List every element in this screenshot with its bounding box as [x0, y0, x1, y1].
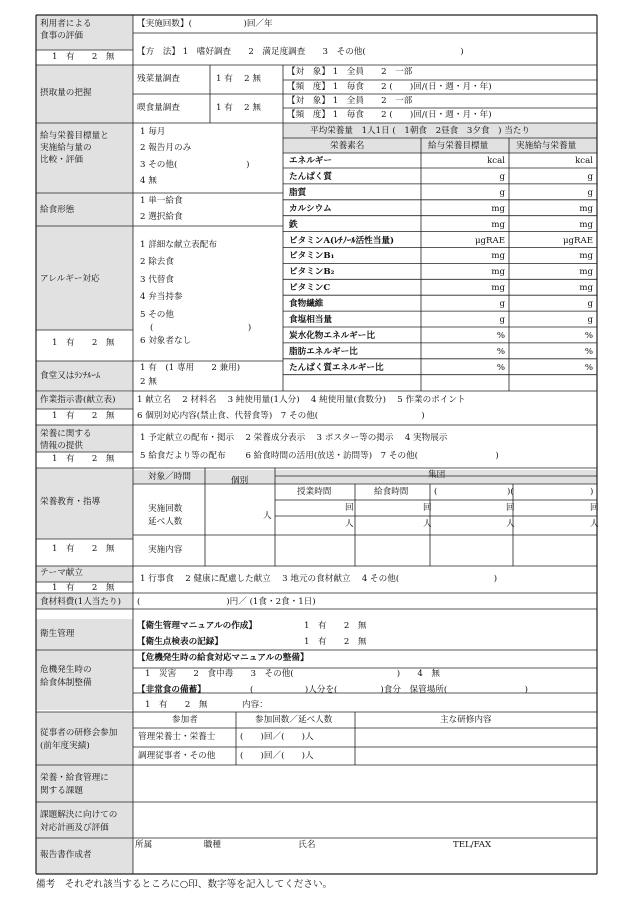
eval-method-text: 【方 法】 1 嗜好調査 2 満足度調査 3 その他( ) — [137, 47, 464, 57]
nutrient-name: 食塩相当量 — [289, 315, 332, 325]
meal-form-option: 2 選択給食 — [140, 212, 183, 222]
target-unit: mg — [491, 219, 505, 230]
leftover-survey-label: 残菜量調査 — [137, 74, 180, 84]
allergy-option: 4 弁当持参 — [140, 292, 183, 302]
target-unit: kcal — [487, 156, 505, 166]
actual-unit: % — [584, 362, 593, 373]
comparison-option: 4 無 — [140, 176, 157, 186]
training-label: 従事者の研修会参加 (前年度実績) — [40, 728, 118, 751]
target-unit: % — [496, 362, 505, 373]
leftover-frequency: 【頻 度】 1 毎食 2 ( )回/(日・週・月・年) — [287, 82, 492, 92]
hygiene-manual-label: 【衛生管理マニュアルの作成】 — [137, 621, 257, 631]
eaten-survey-label: 喫食量調査 — [137, 103, 180, 113]
eaten-frequency: 【頻 度】 1 毎食 2 ( )回/(日・週・月・年) — [287, 110, 492, 120]
actual-unit: kcal — [575, 156, 593, 166]
target-column-header: 給与栄養目標量 — [428, 141, 489, 151]
edu-unit: 回 — [423, 503, 432, 513]
target-unit: mg — [491, 267, 505, 278]
nutrient-name: たんぱく質 — [289, 171, 332, 182]
hygiene-manual-yes-no: 1 有 2 無 — [304, 621, 367, 631]
food-cost-text: ( )円／ (1食・2食・1日) — [137, 597, 316, 607]
trainee-count: ( )回／( )人 — [240, 732, 314, 742]
edu-paren: ) — [590, 487, 594, 497]
hygiene-record-label: 【衛生点検表の記録】 — [137, 637, 223, 647]
edu-unit: 人 — [423, 519, 432, 529]
edu-unit: 回 — [345, 503, 354, 513]
allergy-label: アレルギー対応 — [40, 274, 100, 284]
nutrition-info-items: 1 予定献立の配布・掲示 2 栄養成分表示 3 ポスター等の掲示 4 実物展示 — [140, 433, 448, 443]
emergency-yes-no: 1 有 2 無 — [145, 700, 208, 710]
work-order-items: 6 個別対応内容(禁止食、代替食等) 7 その他( ) — [137, 411, 425, 421]
participants-header: 参加者 — [172, 715, 198, 725]
trainee-type: 管理栄養士・栄養士 — [138, 732, 216, 742]
target-unit: g — [499, 299, 505, 310]
nutrition-info-label: 栄養に関する 情報の提供 — [40, 429, 92, 451]
comparison-option: 3 その他( ) — [140, 160, 250, 170]
target-unit: mg — [491, 251, 505, 262]
target-unit: g — [499, 315, 505, 325]
nutrient-name: カルシウム — [289, 203, 332, 214]
allergy-option: 1 詳細な献立表配布 — [140, 240, 217, 250]
plan-label: 課題解決に向けての 対応計画及び評価 — [40, 810, 118, 833]
edu-count-label: 実施回数 延べ人数 — [148, 504, 183, 527]
nutrient-name: 脂質 — [289, 187, 307, 198]
training-content-header: 主な研修内容 — [440, 715, 492, 725]
target-unit: g — [499, 171, 505, 182]
edu-paren: ( — [434, 487, 438, 497]
actual-unit: mg — [579, 219, 593, 230]
theme-menu-yes-no: 1 有 2 無 — [52, 583, 115, 593]
actual-unit: g — [587, 299, 593, 310]
target-unit: % — [496, 330, 505, 341]
meal-form-option: 1 単一給食 — [140, 196, 183, 206]
actual-unit: % — [584, 330, 593, 341]
target-unit: mg — [491, 203, 505, 214]
cafeteria-option: 2 無 — [140, 377, 157, 387]
nutrient-name: 鉄 — [289, 219, 298, 230]
food-cost-label: 食材料費(1人当たり) — [40, 597, 121, 607]
reporter-fields: 所属 職種 氏名 TEL/FAX — [135, 840, 492, 850]
crisis-manual-items: 1 災害 2 食中毒 3 その他( ) 4 無 — [145, 669, 440, 679]
edu-unit: 人 — [345, 519, 354, 529]
comparison-label: 給与栄養目標量と 実施給与量の 比較・評価 — [40, 131, 109, 165]
evaluation-label: 利用者による 食事の評価 — [40, 19, 92, 41]
evaluation-yes-no: 1 有 2 無 — [52, 52, 115, 62]
issues-label: 栄養・給食管理に 関する課題 — [40, 773, 109, 796]
allergy-option: 6 対象者なし — [140, 336, 192, 346]
target-unit: g — [499, 187, 505, 198]
actual-unit: mg — [579, 203, 593, 214]
actual-unit: mg — [579, 251, 593, 262]
edu-individual-header: 個別 — [231, 476, 249, 486]
edu-meal-time-header: 給食時間 — [374, 487, 409, 497]
actual-unit: mg — [579, 283, 593, 294]
work-order-items: 1 献立名 2 材料名 3 純使用量(1人分) 4 純使用量(食数分) 5 作業のポイント — [137, 395, 466, 405]
cafeteria-option: 1 有 (1 専用 2 兼用) — [140, 363, 241, 373]
nutrient-name: 食物繊維 — [289, 299, 324, 310]
edu-unit: 回 — [590, 503, 599, 513]
edu-unit: 人 — [506, 519, 515, 529]
emergency-food-text: ( )人分を( )食分 保管場所( ) — [250, 685, 528, 695]
eaten-yes-no: 1 有 2 無 — [216, 103, 261, 113]
edu-group-header: 集団 — [428, 470, 446, 480]
comparison-option: 1 毎月 — [140, 127, 166, 137]
target-unit: % — [496, 346, 505, 357]
average-nutrition-header: 平均栄養量 1人1日 ( 1朝食 2昼食 3夕食 ) 当たり — [310, 126, 530, 136]
emergency-content-label: 内容： — [242, 700, 268, 710]
edu-content-label: 実施内容 — [148, 545, 183, 555]
nutrient-name: ビタミンA(ﾚﾁﾉｰﾙ活性当量) — [289, 235, 395, 246]
allergy-option: 5 その他 — [140, 310, 174, 320]
nutrient-name: ビタミンC — [289, 283, 331, 294]
edu-unit: 人 — [263, 511, 272, 521]
leftover-target: 【対 象】 1 全員 2 一部 — [287, 67, 413, 77]
theme-menu-label: テーマ献立 — [40, 568, 83, 578]
intake-label: 摂取量の把握 — [40, 88, 92, 98]
actual-unit: mg — [579, 267, 593, 278]
work-order-label: 作業指示書(献立表) — [40, 395, 116, 405]
nutrient-name: ビタミンB₁ — [289, 251, 335, 262]
edu-target-header: 対象／時間 — [148, 472, 191, 482]
hygiene-label: 衛生管理 — [40, 629, 75, 639]
work-order-yes-no: 1 有 2 無 — [52, 411, 115, 421]
target-unit: μgRAE — [474, 235, 505, 246]
nutrient-name: たんぱく質エネルギー比 — [289, 362, 384, 373]
nutrient-name: 脂肪エネルギー比 — [289, 346, 358, 357]
footnote: 備考 それぞれ該当するところに○印、数字等を記入してください。 — [36, 879, 333, 890]
crisis-label: 危機発生時の 給食体制整備 — [40, 665, 92, 688]
education-label: 栄養教育・指導 — [40, 497, 101, 507]
allergy-option: 2 除去食 — [140, 257, 174, 267]
actual-unit: g — [587, 171, 593, 182]
actual-unit: μgRAE — [562, 235, 593, 246]
cafeteria-label: 食堂又はﾗﾝﾁﾙｰﾑ — [40, 371, 101, 381]
trainee-count: ( )回／( )人 — [240, 751, 314, 761]
actual-column-header: 実施給与栄養量 — [516, 141, 577, 151]
edu-class-time-header: 授業時間 — [297, 487, 332, 497]
trainee-type: 調理従事者・その他 — [138, 751, 216, 761]
edu-paren: )( — [507, 487, 514, 497]
nutrient-name: エネルギー — [289, 156, 332, 166]
target-unit: mg — [491, 283, 505, 294]
leftover-yes-no: 1 有 2 無 — [216, 74, 261, 84]
allergy-yes-no: 1 有 2 無 — [52, 338, 115, 348]
nutrient-name: 炭水化物エネルギー比 — [289, 330, 375, 341]
education-yes-no: 1 有 2 無 — [52, 544, 115, 554]
comparison-option: 2 報告月のみ — [140, 143, 192, 153]
nutrient-column-header: 栄養素名 — [330, 141, 365, 151]
eval-count-text: 【実施回数】( )回／年 — [137, 19, 273, 29]
crisis-manual-label: 【危機発生時の給食対応マニュアルの整備】 — [137, 653, 309, 663]
nutrient-name: ビタミンB₂ — [289, 267, 335, 278]
edu-unit: 回 — [506, 503, 515, 513]
hygiene-record-yes-no: 1 有 2 無 — [304, 637, 367, 647]
nutrition-info-yes-no: 1 有 2 無 — [52, 454, 115, 464]
allergy-option: 3 代替食 — [140, 275, 174, 285]
actual-unit: g — [587, 315, 593, 325]
edu-unit: 人 — [590, 519, 599, 529]
reporter-label: 報告書作成者 — [40, 850, 92, 860]
nutrition-info-items: 5 給食だより等の配布 6 給食時間の活用(放送・訪問等) 7 その他( ) — [140, 451, 499, 461]
count-header: 参加回数／延べ人数 — [255, 715, 333, 725]
emergency-food-label: 【非常食の備蓄】 — [137, 685, 206, 695]
actual-unit: % — [584, 346, 593, 357]
actual-unit: g — [587, 187, 593, 198]
eaten-target: 【対 象】 1 全員 2 一部 — [287, 96, 413, 106]
meal-form-label: 給食形態 — [40, 205, 75, 215]
allergy-other-paren: ( ) — [150, 323, 252, 333]
theme-menu-items: 1 行事食 2 健康に配慮した献立 3 地元の食材献立 4 その他( ) — [140, 574, 498, 584]
